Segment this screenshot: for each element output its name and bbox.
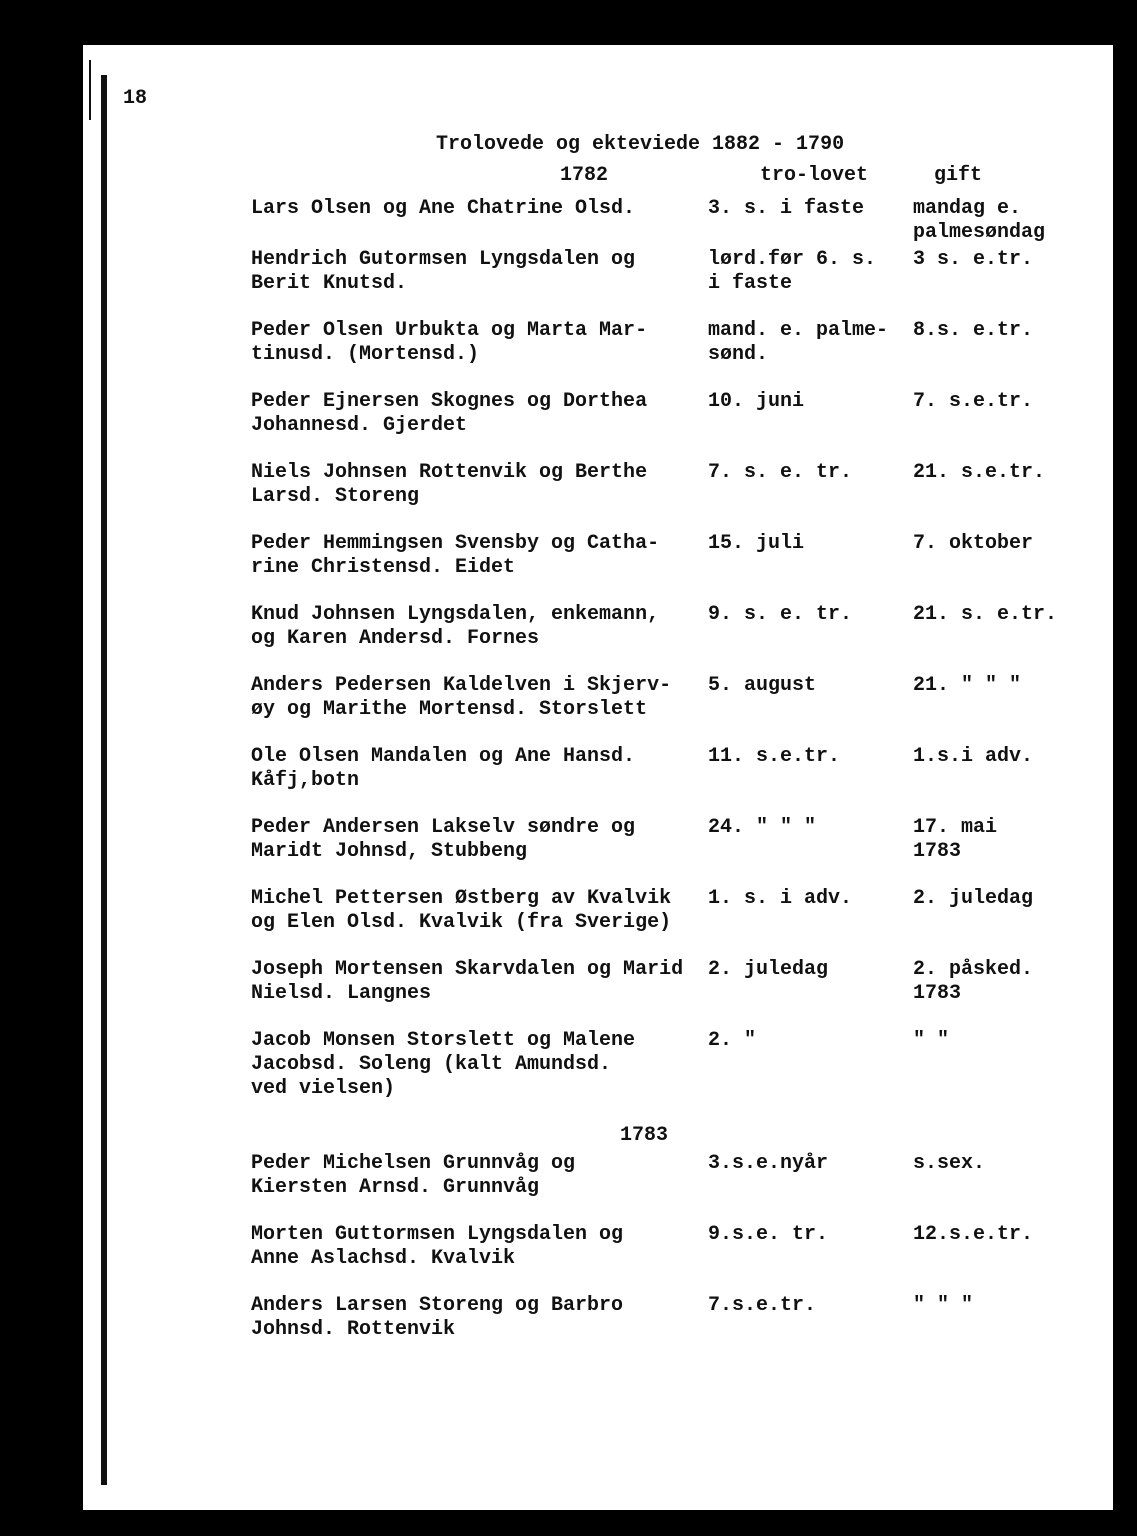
entry-trolovet: 9.s.e. tr. <box>708 1223 829 1246</box>
entry-name: Lars Olsen og Ane Chatrine Olsd. <box>251 197 636 220</box>
page-edge-mark <box>89 60 91 120</box>
entry-trolovet: 2. juledag <box>708 958 829 981</box>
entry-name: Anders Larsen Storeng og Barbro Johnsd. Rottenvik <box>251 1294 624 1341</box>
entry-gift: 17. mai 1783 <box>913 816 998 863</box>
entry-name: Knud Johnsen Lyngsdalen, enkemann, og Karen Andersd. Fornes <box>251 603 660 650</box>
entry-trolovet: 7. s. e. tr. <box>708 461 853 484</box>
entry-trolovet: 7.s.e.tr. <box>708 1294 817 1317</box>
entry-gift: 21. s.e.tr. <box>913 461 1046 484</box>
entry-trolovet: mand. e. palme- sønd. <box>708 319 889 366</box>
entry-trolovet: 3.s.e.nyår <box>708 1152 829 1175</box>
year-header-1782: 1782 <box>560 164 609 187</box>
entry-gift: mandag e. palmesøndag <box>913 197 1046 244</box>
entry-gift: 12.s.e.tr. <box>913 1223 1034 1246</box>
year-header-1783: 1783 <box>620 1124 669 1147</box>
entry-trolovet: 2. " <box>708 1029 757 1052</box>
entry-trolovet: lørd.før 6. s. i faste <box>708 248 877 295</box>
entry-name: Joseph Mortensen Skarvdalen og Marid Nielsd. Langnes <box>251 958 684 1005</box>
header-tro-lovet: tro-lovet <box>760 164 869 187</box>
entry-name: Peder Hemmingsen Svensby og Catha- rine Christensd. Eidet <box>251 532 660 579</box>
entry-gift: " " " <box>913 1294 974 1317</box>
entry-trolovet: 5. august <box>708 674 817 697</box>
entry-gift: s.sex. <box>913 1152 986 1175</box>
entry-name: Hendrich Gutormsen Lyngsdalen og Berit Knutsd. <box>251 248 636 295</box>
entry-trolovet: 11. s.e.tr. <box>708 745 841 768</box>
entry-name: Morten Guttormsen Lyngsdalen og Anne Aslachsd. Kvalvik <box>251 1223 624 1270</box>
entry-name: Anders Pedersen Kaldelven i Skjerv- øy og Marithe Mortensd. Storslett <box>251 674 672 721</box>
entry-trolovet: 10. juni <box>708 390 805 413</box>
entry-gift: 21. " " " <box>913 674 1022 697</box>
entry-trolovet: 3. s. i faste <box>708 197 865 220</box>
entry-trolovet: 24. " " " <box>708 816 817 839</box>
entry-trolovet: 1. s. i adv. <box>708 887 853 910</box>
entry-gift: 21. s. e.tr. <box>913 603 1058 626</box>
entry-name: Michel Pettersen Østberg av Kvalvik og Elen Olsd. Kvalvik (fra Sverige) <box>251 887 672 934</box>
entry-gift: 1.s.i adv. <box>913 745 1034 768</box>
entry-name: Ole Olsen Mandalen og Ane Hansd. Kåfj,botn <box>251 745 636 792</box>
entry-gift: 2. juledag <box>913 887 1034 910</box>
entry-trolovet: 9. s. e. tr. <box>708 603 853 626</box>
entry-gift: 7. oktober <box>913 532 1034 555</box>
entry-name: Niels Johnsen Rottenvik og Berthe Larsd. Storeng <box>251 461 648 508</box>
entry-trolovet: 15. juli <box>708 532 805 555</box>
entry-gift: " " <box>913 1029 950 1052</box>
entry-gift: 3 s. e.tr. <box>913 248 1034 271</box>
entry-name: Jacob Monsen Storslett og Malene Jacobsd. Soleng (kalt Amundsd. ved vielsen) <box>251 1029 636 1100</box>
page-number: 18 <box>123 87 148 110</box>
document-page <box>83 45 1113 1510</box>
entry-gift: 8.s. e.tr. <box>913 319 1034 342</box>
header-gift: gift <box>934 164 983 187</box>
entry-gift: 7. s.e.tr. <box>913 390 1034 413</box>
page-title: Trolovede og ekteviede 1882 - 1790 <box>436 133 845 156</box>
entry-name: Peder Andersen Lakselv søndre og Maridt Johnsd, Stubbeng <box>251 816 636 863</box>
entry-name: Peder Olsen Urbukta og Marta Mar- tinusd. (Mortensd.) <box>251 319 648 366</box>
entry-name: Peder Ejnersen Skognes og Dorthea Johannesd. Gjerdet <box>251 390 648 437</box>
page-edge-line <box>101 75 107 1485</box>
entry-gift: 2. påsked. 1783 <box>913 958 1034 1005</box>
entry-name: Peder Michelsen Grunnvåg og Kiersten Arnsd. Grunnvåg <box>251 1152 576 1199</box>
